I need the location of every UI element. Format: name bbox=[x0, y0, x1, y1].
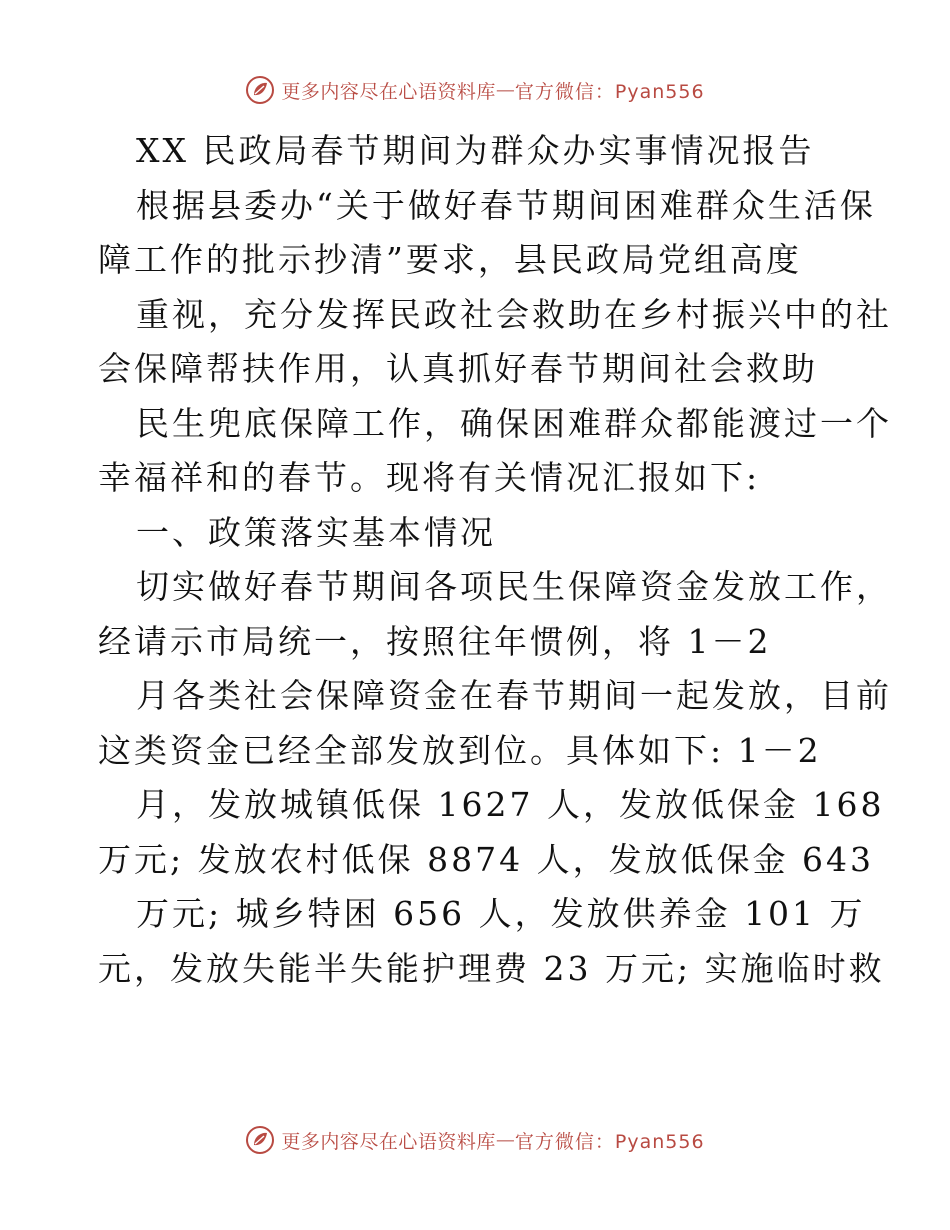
paragraph-line: 幸福祥和的春节。现将有关情况汇报如下: bbox=[98, 458, 761, 497]
section-heading: 一、政策落实基本情况 bbox=[136, 512, 496, 552]
watermark-main-text: 更多内容尽在心语资料库 bbox=[281, 80, 496, 103]
paragraph-line: 万元; 城乡特困 656 人，发放供养金 101 万 bbox=[136, 894, 866, 933]
paragraph-line: 月，发放城镇低保 1627 人，发放低保金 168 bbox=[136, 785, 885, 824]
paragraph-line: 民生兜底保障工作，确保困难群众都能渡过一个 bbox=[136, 403, 892, 443]
watermark-wechat-text: 官方微信：Pyan556 bbox=[514, 80, 705, 103]
watermark-header bbox=[0, 72, 950, 108]
paragraph-line: 月各类社会保障资金在春节期间一起发放，目前 bbox=[136, 676, 892, 715]
watermark-main-text: 更多内容尽在心语资料库 bbox=[281, 1130, 496, 1153]
paragraph-line: 这类资金已经全部发放到位。具体如下: 1－2 bbox=[98, 730, 822, 770]
watermark-separator: — bbox=[495, 1129, 515, 1151]
paragraph-line: 经请示市局统一，按照往年惯例，将 1－2 bbox=[98, 621, 772, 661]
document-body bbox=[98, 124, 892, 996]
paragraph-line: 切实做好春节期间各项民生保障资金发放工作， bbox=[136, 567, 892, 606]
leaf-drop-logo-icon bbox=[245, 75, 275, 105]
paragraph-line: 重视，充分发挥民政社会救助在乡村振兴中的社 bbox=[136, 294, 892, 334]
paragraph-line: 万元; 发放农村低保 8874 人，发放低保金 643 bbox=[98, 839, 875, 879]
paragraph-line: 障工作的批示抄清”要求，县民政局党组高度 bbox=[98, 240, 802, 279]
document-title: XX 民政局春节期间为群众办实事情况报告 bbox=[136, 131, 815, 170]
paragraph-line: 元，发放失能半失能护理费 23 万元; 实施临时救 bbox=[98, 948, 885, 988]
paragraph-line: 根据县委办“关于做好春节期间困难群众生活保 bbox=[136, 185, 876, 225]
leaf-drop-logo-icon bbox=[245, 1125, 275, 1155]
watermark-footer bbox=[0, 1122, 950, 1158]
paragraph-line: 会保障帮扶作用，认真抓好春节期间社会救助 bbox=[98, 349, 818, 388]
watermark-wechat-text: 官方微信：Pyan556 bbox=[514, 1130, 705, 1153]
watermark-separator: — bbox=[495, 79, 515, 101]
